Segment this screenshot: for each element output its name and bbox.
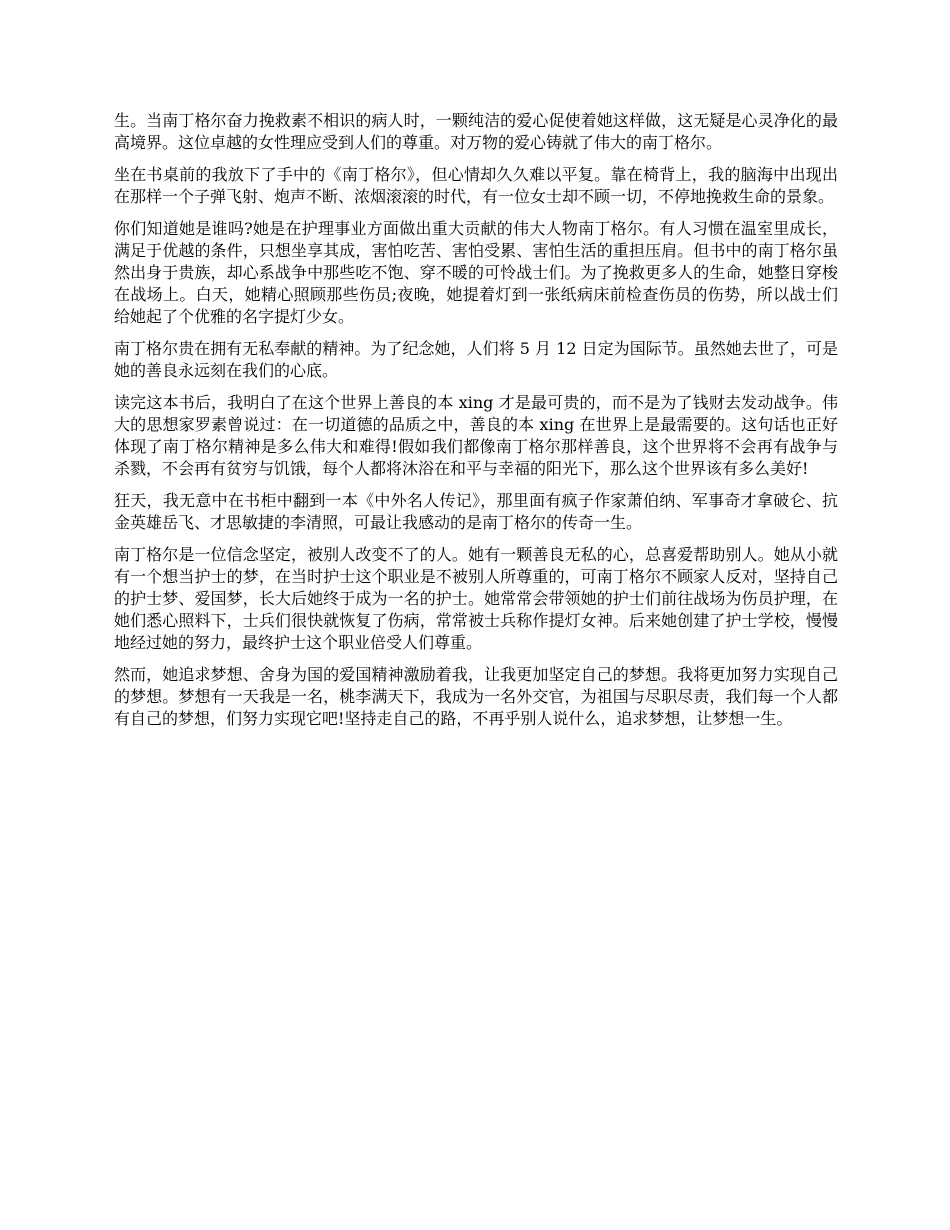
- paragraph-7: 南丁格尔是一位信念坚定，被别人改变不了的人。她有一颗善良无私的心，总喜爱帮助别人。她从小就有一个想当护士的梦，在当时护士这个职业是不被别人所尊重的，可南丁格尔不顾家人反对，坚持自己的护士梦、爱国梦，长大后她终于成为一名的护士。她常常会带领她的护士们前往战场为伤员护理，在她们悉心照料下，士兵们很快就恢复了伤病，常常被士兵称作提灯女神。后来她创建了护士学校，慢慢地经过她的努力，最终护士这个职业倍受人们尊重。: [114, 545, 838, 652]
- paragraph-4: 南丁格尔贵在拥有无私奉献的精神。为了纪念她，人们将 5 月 12 日定为国际节。虽然她去世了，可是她的善良永远刻在我们的心底。: [114, 339, 838, 380]
- paragraph-3: 你们知道她是谁吗?她是在护理事业方面做出重大贡献的伟大人物南丁格尔。有人习惯在温室里成长，满足于优越的条件，只想坐享其成，害怕吃苦、害怕受累、害怕生活的重担压肩。但书中的南丁格尔虽然出身于贵族，却心系战争中那些吃不饱、穿不暖的可怜战士们。为了挽救更多人的生命，她整日穿梭在战场上。白天，她精心照顾那些伤员;夜晚，她提着灯到一张纸病床前检查伤员的伤势，所以战士们给她起了个优雅的名字提灯少女。: [114, 219, 838, 326]
- paragraph-6: 狂天，我无意中在书柜中翻到一本《中外名人传记》，那里面有疯子作家萧伯纳、军事奇才拿破仑、抗金英雄岳飞、才思敏捷的李清照，可最让我感动的是南丁格尔的传奇一生。: [114, 491, 838, 532]
- paragraph-2: 坐在书桌前的我放下了手中的《南丁格尔》，但心情却久久难以平复。靠在椅背上，我的脑海中出现出在那样一个子弹飞射、炮声不断、浓烟滚滚的时代，有一位女士却不顾一切，不停地挽救生命的景象。: [114, 165, 838, 206]
- document-page: [114, 110, 838, 740]
- paragraph-8: 然而，她追求梦想、舍身为国的爱国精神激励着我，让我更加坚定自己的梦想。我将更加努力实现自己的梦想。梦想有一天我是一名，桃李满天下，我成为一名外交官，为祖国与尽职尽责，我们每一个人都有自己的梦想，们努力实现它吧!坚持走自己的路，不再乎别人说什么，追求梦想，让梦想一生。: [114, 665, 838, 728]
- paragraph-5: 读完这本书后，我明白了在这个世界上善良的本 xing 才是最可贵的，而不是为了钱财去发动战争。伟大的思想家罗素曾说过：在一切道德的品质之中，善良的本 xing 在世界上是最需要的。这句话也正好体现了南丁格尔精神是多么伟大和难得!假如我们都像南丁格尔那样善良，这个世界将不会再有战争与杀戮，不会再有贫穷与饥饿，每个人都将沐浴在和平与幸福的阳光下，那么这个世界该有多么美好!: [114, 393, 838, 478]
- paragraph-1: 生。当南丁格尔奋力挽救素不相识的病人时，一颗纯洁的爱心促使着她这样做，这无疑是心灵净化的最高境界。这位卓越的女性理应受到人们的尊重。对万物的爱心铸就了伟大的南丁格尔。: [114, 111, 838, 152]
